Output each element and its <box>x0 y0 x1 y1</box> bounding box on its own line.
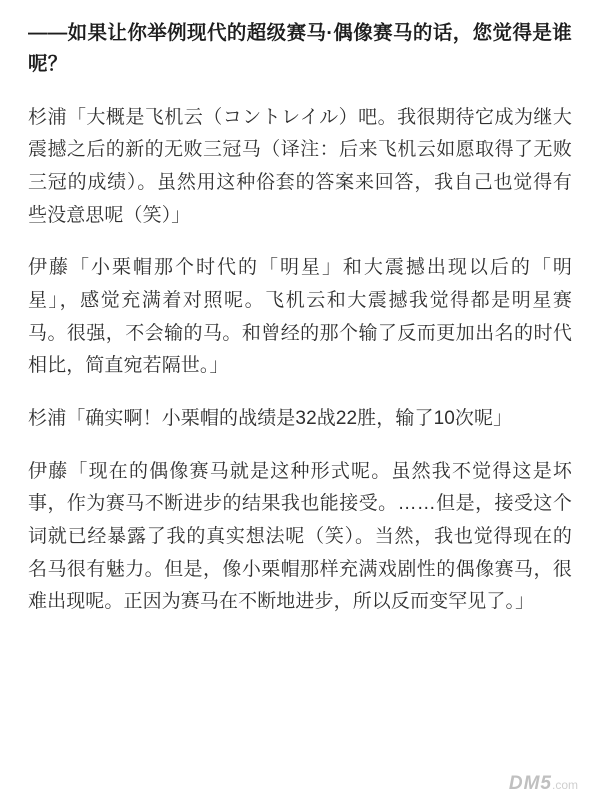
paragraph-1: 杉浦「大概是飞机云（コントレイル）吧。我很期待它成为继大震撼之后的新的无败三冠马（译注：后来飞机云如愿取得了无败三冠的成绩）。虽然用这种俗套的答案来回答，我自己也觉得有些没意思呢（笑）」 <box>28 106 572 226</box>
paragraph-4: 伊藤「现在的偶像赛马就是这种形式呢。虽然我不觉得这是坏事，作为赛马不断进步的结果我也能接受。……但是，接受这个词就已经暴露了我的真实想法呢（笑）。当然，我也觉得现在的名马很有魅力。但是，像小栗帽那样充满戏剧性的偶像赛马，很难出现呢。正因为赛马在不断地进步，所以反而变罕见了。」 <box>28 460 572 613</box>
site-watermark <box>509 773 578 795</box>
paragraph-2: 伊藤「小栗帽那个时代的「明星」和大震撼出现以后的「明星」，感觉充满着对照呢。飞机云和大震撼我觉得都是明星赛马。很强，不会输的马。和曾经的那个输了反而更加出名的时代相比，简直宛若隔世。」 <box>28 257 572 377</box>
paragraph-3: 杉浦「确实啊！小栗帽的战绩是32战22胜，输了10次呢」 <box>28 407 513 429</box>
watermark-brand: DM5 <box>508 773 552 794</box>
page-title: ——如果让你举例现代的超级赛马·偶像赛马的话，您觉得是谁呢？ <box>28 22 572 75</box>
watermark-suffix: .com <box>551 778 578 792</box>
